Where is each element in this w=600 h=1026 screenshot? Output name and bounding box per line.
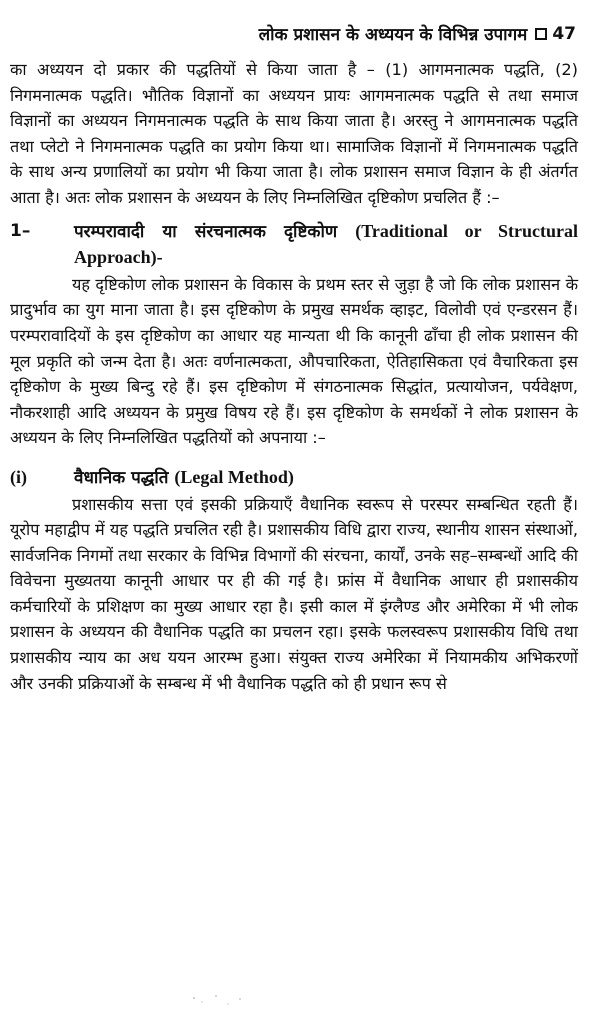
section-title (74, 219, 578, 272)
subsection-heading-legal-method (10, 465, 578, 492)
section-heading-traditional-approach (10, 219, 578, 272)
section-number: 1– (10, 220, 31, 241)
checkbox-square-icon (535, 28, 547, 40)
section-title-english: (Traditional or Structural Approach)- (74, 220, 578, 268)
scan-specks-decoration (188, 990, 248, 1010)
section-title-hindi: परम्परावादी या संरचनात्मक दृष्टिकोण (74, 221, 338, 242)
subsection-title-hindi: वैधानिक पद्धति (74, 467, 169, 488)
subsection-number: (i) (10, 466, 27, 487)
running-head (10, 22, 578, 45)
subsection-title (74, 465, 578, 492)
paragraph-legal-method: प्रशासकीय सत्ता एवं इसकी प्रक्रियाएँ वैधानिक स्वरूप से परस्पर सम्बन्धित रहती हैं। यूरोप महाद्वीप में यह पद्धति प्रचलित रही है। प्रशासकीय विधि द्वारा राज्य, स्थानीय शासन संस्थाओं, सार्वजनिक निगमों तथा सरकार के विभिन्न विभागों की संरचना, कार्यों, उनके सह–सम्बन्धों आदि की विवेचना मुख्यतया कानूनी आधार पर ही की गई है। फ्रांस में वैधानिक आधार ही प्रशासकीय कर्मचारियों के प्रशिक्षण का मुख्य आधार रहा है। इसी काल में इंग्लैण्ड और अमेरिका में भी लोक प्रशासन के अध्ययन की वैधानिक पद्धति का प्रचलन रहा। इसके फलस्वरूप प्रशासकीय विधि तथा प्रशासकीय न्याय का अध ययन आरम्भ हुआ। संयुक्त राज्य अमेरिका में नियामकीय अभिकरणों और उनकी प्रक्रियाओं के सम्बन्ध में भी वैधानिक पद्धति को ही प्रधान रूप से (10, 494, 578, 693)
paragraph-traditional-approach: यह दृष्टिकोण लोक प्रशासन के विकास के प्रथम स्तर से जुड़ा है जो कि लोक प्रशासन के प्रादुर्भाव का युग माना जाता है। इस दृष्टिकोण के प्रमुख समर्थक व्हाइट, विलोवी एवं एन्डरसन हैं। परम्परावादियों के इस दृष्टिकोण का आधार यह मान्यता थी कि कानूनी ढाँचा ही लोक प्रशासन की मूल प्रकृति को जन्म देता है। अतः वर्णनात्मकता, औपचारिकता, ऐतिहासिकता एवं वैचारिकता इस दृष्टिकोण के मुख्य बिन्दु रहे हैं। इस दृष्टिकोण में संगठनात्मक सिद्धांत, प्रत्यायोजन, पर्यवेक्षण, नौकरशाही आदि अध्ययन के प्रमुख विषय रहे हैं। इस दृष्टिकोण के समर्थकों ने लोक प्रशासन के अध्ययन के लिए निम्नलिखित पद्धतियों को अपनाया :– (10, 274, 578, 448)
running-head-title: लोक प्रशासन के अध्ययन के विभिन्न उपागम (258, 25, 528, 45)
subsection-title-english: (Legal Method) (174, 466, 294, 487)
page-number: 47 (552, 23, 576, 44)
document-page (10, 22, 578, 696)
paragraph-intro: का अध्ययन दो प्रकार की पद्धतियों से किया जाता है – (1) आगमनात्मक पद्धति, (2) निगमनात्मक पद्धति। भौतिक विज्ञानों का अध्ययन प्रायः आगमनात्मक पद्धति से तथा समाज विज्ञानों का अध्ययन निगमनात्मक पद्धति के साथ किया जाता है। अरस्तु ने आगमनात्मक पद्धति तथा प्लेटो ने निगमनात्मक पद्धति का प्रयोग किया था। सामाजिक विज्ञानों में निगमनात्मक पद्धति के साथ अन्य प्रणालियों का प्रयोग भी किया जाता है। लोक प्रशासन समाज विज्ञान के ही अंतर्गत आता है। अतः लोक प्रशासन के अध्ययन के लिए निम्नलिखित दृष्टिकोण प्रचलित हैं :– (10, 60, 578, 207)
